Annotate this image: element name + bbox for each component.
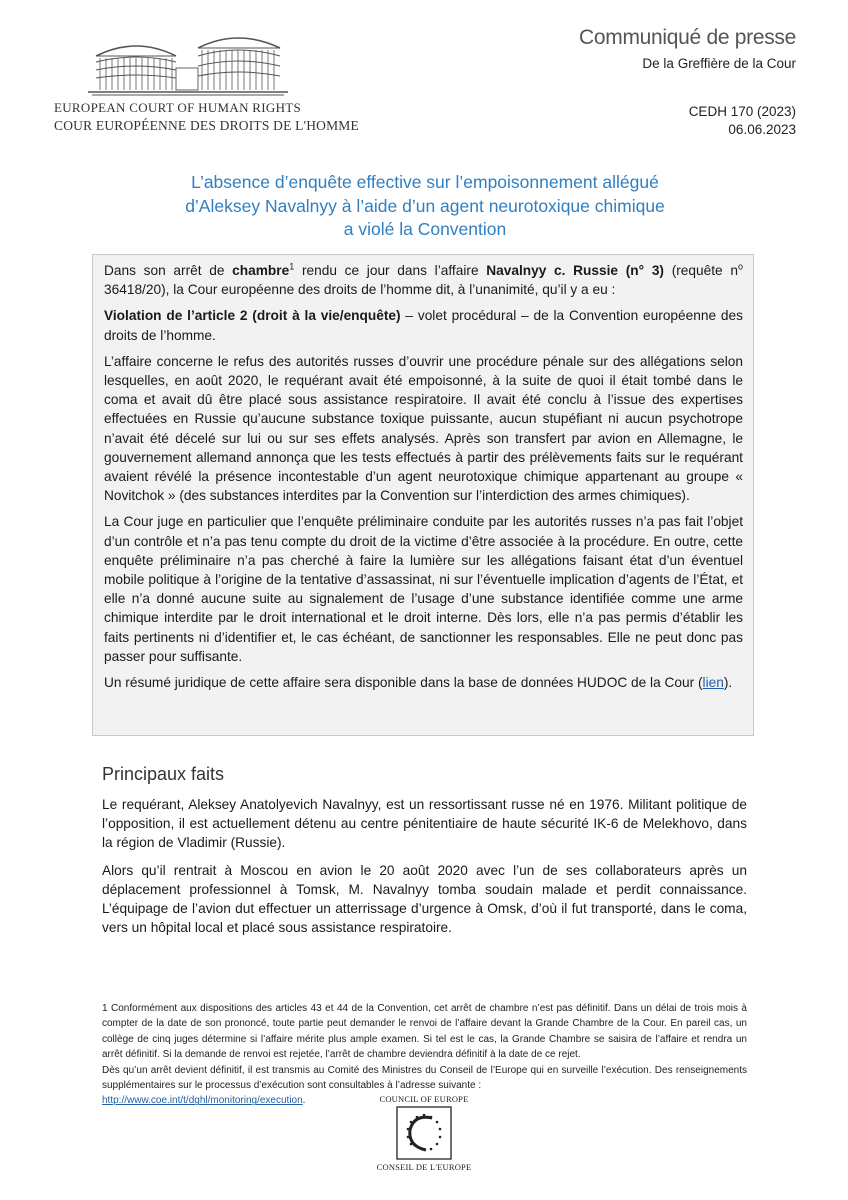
facts-paragraph: Le requérant, Aleksey Anatolyevich Navalnyy, est un ressortissant russe né en 1976. Militant politique de l’opposition, il est actuellement détenu au centre pénitentiaire de haute sécurité IK-6 de Melekhovo, dans la région de Vladimir (Russie). (102, 797, 747, 851)
summary-text: (requête n (664, 263, 738, 278)
chamber-label: chambre (232, 263, 290, 278)
hudoc-paragraph (104, 673, 743, 692)
footnote-paragraph: 1 Conformément aux dispositions des articles 43 et 44 de la Convention, cet arrêt de chambre n’est pas définitif. Dans un délai de trois mois à compter de la date de son prononcé, toute partie peut demander le renvoi de l’affaire devant la Grande Chambre de la Cour. En pareil cas, un collège de cinq juges détermine si l’affaire mérite plus ample examen. Si tel est le cas, la Grande Chambre se saisira de l’affaire et rendra un arrêt définitif. Si la demande de renvoi est rejetée, l’arrêt de chambre deviendra définitif à la date de ce rejet. (102, 1003, 747, 1061)
council-of-europe-logo (372, 1094, 476, 1172)
court-findings-paragraph: La Cour juge en particulier que l’enquête préliminaire conduite par les autorités russes n’a pas fait l’objet d’un contrôle et n’a pas tenu compte du droit de la victime d’être associée à la procédure. En outre, cette enquête préliminaire n’a pas cherché à faire la lumière sur les allégations faisant état d’un éventuel mobile politique à l’origine de la tentative d’assassinat, ni sur l’éventuelle implication d’agents de l’État, et elle n’a donné aucune suite au signalement de l’usage d’une substance identifiée comme une arme chimique interdite par le droit international et le droit interne. Dès lors, elle n’a pas permis d’établir les faits pertinents ni d’identifier et, le cas échéant, de sanctionner les responsables. Elle ne peut donc pas passer pour suffisante. (104, 514, 743, 664)
court-name-en: EUROPEAN COURT OF HUMAN RIGHTS (54, 100, 302, 115)
violation-label: Violation de l’article 2 (droit à la vie/enquête) (104, 308, 401, 324)
summary-text: 36418/20), la Cour européenne des droits de l’homme dit, à l’unanimité, qu’il y a eu : (104, 282, 616, 298)
court-building-icon (88, 32, 288, 98)
summary-text: Dans son arrêt de (104, 263, 233, 278)
summary-text: rendu ce jour dans l’affaire (294, 263, 487, 278)
case-paragraph: L’affaire concerne le refus des autorités russes d’ouvrir une procédure pénale sur des allégations selon lesquelles, en août 2020, le requérant avait été empoisonné, à la suite de quoi il était tombé dans le coma et avait dû être placé sous assistance respiratoire. Il avait été conclu à l’issue des expertises effectuées en Russie qu’aucune substance toxique puissante, aucun stupéfiant ni aucun psychotrope n’avait été décelé sur lui ou sur ses effets analysés. Après son transfert par avion en Allemagne, le gouvernement allemand annonça que les tests effectués à partir des prélèvements faits sur le requérant avaient révélé la présence incontestable d’un agent neurotoxique chimique appartenant au groupe « Novitchok » (des substances interdites par la Convention sur l’interdiction des armes chimiques). (104, 353, 743, 504)
headline-line: a violé la Convention (343, 219, 507, 239)
headline (100, 171, 750, 242)
footnote-text: Dès qu’un arrêt devient définitif, il est transmis au Comité des Ministres du Conseil de l’Europe qui en surveille l’exécution. Des renseignements supplémentaires sur le processus d’exécution sont consultables à l’adresse suivante : (102, 1064, 747, 1092)
council-of-europe-emblem-icon (396, 1106, 452, 1160)
summary-text: Un résumé juridique de cette affaire sera disponible dans la base de données HUDOC de la Cour ( (104, 675, 703, 691)
number-sign: o (737, 261, 743, 272)
footnote-text: . (302, 1095, 306, 1107)
execution-link[interactable]: http://www.coe.int/t/dghl/monitoring/execution (102, 1095, 303, 1107)
release-date: 06.06.2023 (728, 122, 796, 137)
headline-line: L’absence d’enquête effective sur l’empoisonnement allégué (191, 172, 659, 192)
council-name-fr: CONSEIL DE L'EUROPE (376, 1162, 472, 1172)
press-release-subtitle: De la Greffière de la Cour (642, 56, 796, 71)
facts-body (102, 795, 747, 945)
summary-box (92, 254, 754, 736)
section-title: Principaux faits (102, 764, 225, 784)
facts-paragraph: Alors qu’il rentrait à Moscou en avion le 20 août 2020 avec l’un de ses collaborateurs après un déplacement professionnel à Tomsk, M. Navalnyy tomba soudain malade et perdit connaissance. L’équipage de l’avion dut effectuer un atterrissage d’urgence à Omsk, d’où il fut transporté, dans le coma, vers un hôpital local et placé sous assistance respiratoire. (102, 862, 747, 936)
case-name: Navalnyy c. Russie (n° 3) (486, 263, 664, 278)
headline-line: d’Aleksey Navalnyy à l’aide d’un agent neurotoxique chimique (185, 195, 665, 216)
summary-intro (104, 261, 743, 299)
summary-text: ). (723, 675, 733, 691)
press-release-title: Communiqué de presse (579, 26, 796, 49)
reference-number: CEDH 170 (2023) (688, 104, 796, 119)
summary-text: – volet procédural – de la Convention européenne des droits de l’homme. (104, 308, 743, 343)
court-name-fr: COUR EUROPÉENNE DES DROITS DE L'HOMME (54, 118, 359, 133)
footnote (102, 1001, 747, 1109)
violation-paragraph (104, 306, 743, 344)
hudoc-link[interactable]: lien (702, 675, 724, 691)
council-name-en: COUNCIL OF EUROPE (379, 1094, 469, 1104)
footnote-ref[interactable]: 1 (289, 261, 295, 272)
